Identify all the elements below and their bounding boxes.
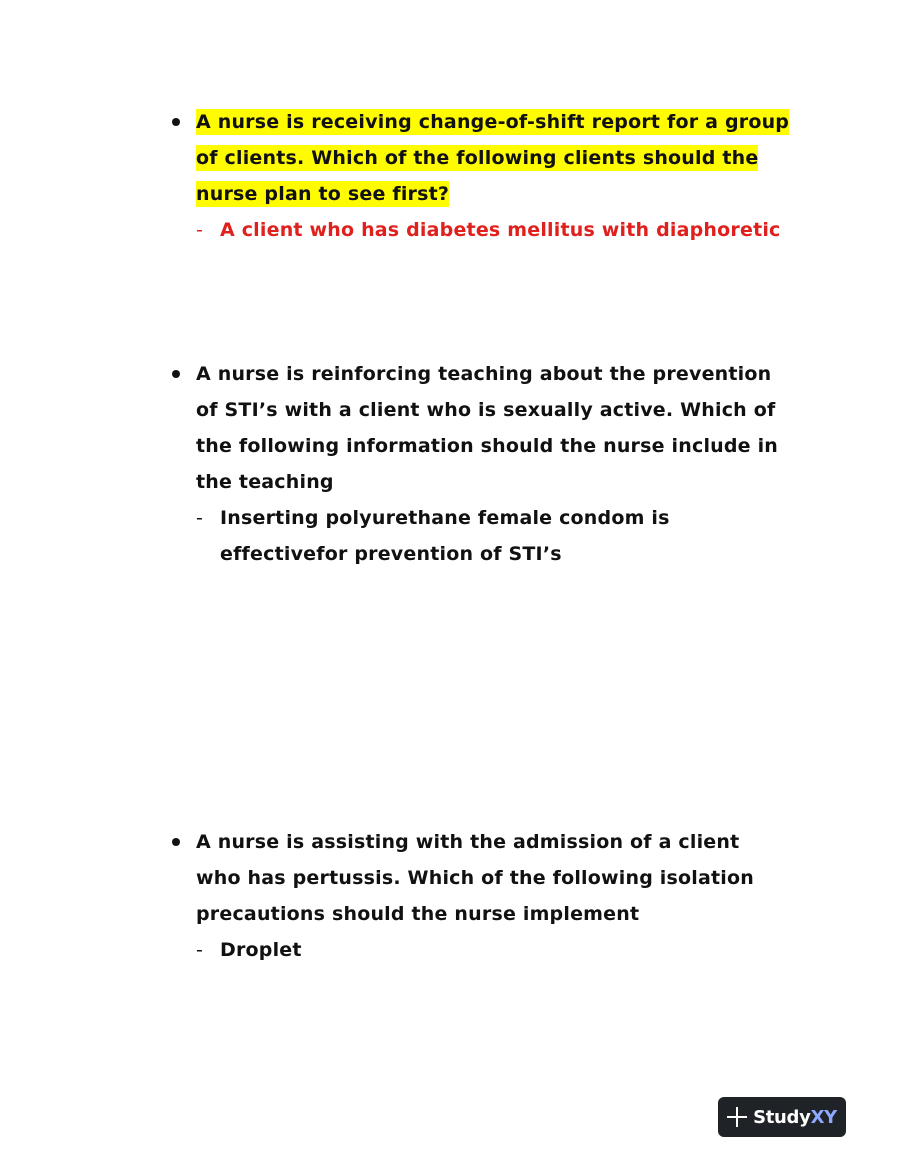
logo-text-main: Study: [753, 1106, 811, 1128]
answer: [170, 500, 790, 572]
answer: [170, 932, 790, 968]
question: [170, 356, 790, 500]
studyxy-logo: [718, 1097, 846, 1137]
question-block: [170, 824, 790, 968]
logo-text: [753, 1107, 837, 1128]
question-text: A nurse is reinforcing teaching about the prevention of STI’s with a client who is sexually active. Which of the following information should the nurse include in the teaching: [196, 363, 779, 493]
plus-icon: [727, 1107, 747, 1127]
answer-text: A client who has diabetes mellitus with diaphoretic: [220, 219, 781, 241]
answer-marker: -: [196, 507, 204, 529]
answer-marker: -: [196, 939, 204, 961]
question-text: A nurse is assisting with the admission of a client who has pertussis. Which of the following isolation precautions should the nurse implement: [196, 831, 754, 925]
question: [170, 824, 790, 932]
answer-text: Inserting polyurethane female condom is effectivefor prevention of STI’s: [220, 507, 670, 565]
bullet-icon: [172, 370, 180, 378]
question-block: [170, 104, 790, 248]
question: [170, 104, 790, 212]
question-block: [170, 356, 790, 572]
bullet-icon: [172, 838, 180, 846]
answer-marker: -: [196, 219, 204, 241]
answer-text: Droplet: [220, 939, 302, 961]
question-text: A nurse is receiving change-of-shift report for a group of clients. Which of the following clients should the nurse plan to see first?: [196, 111, 790, 205]
logo-text-accent: XY: [810, 1106, 837, 1128]
bullet-icon: [172, 118, 180, 126]
answer: [170, 212, 790, 248]
